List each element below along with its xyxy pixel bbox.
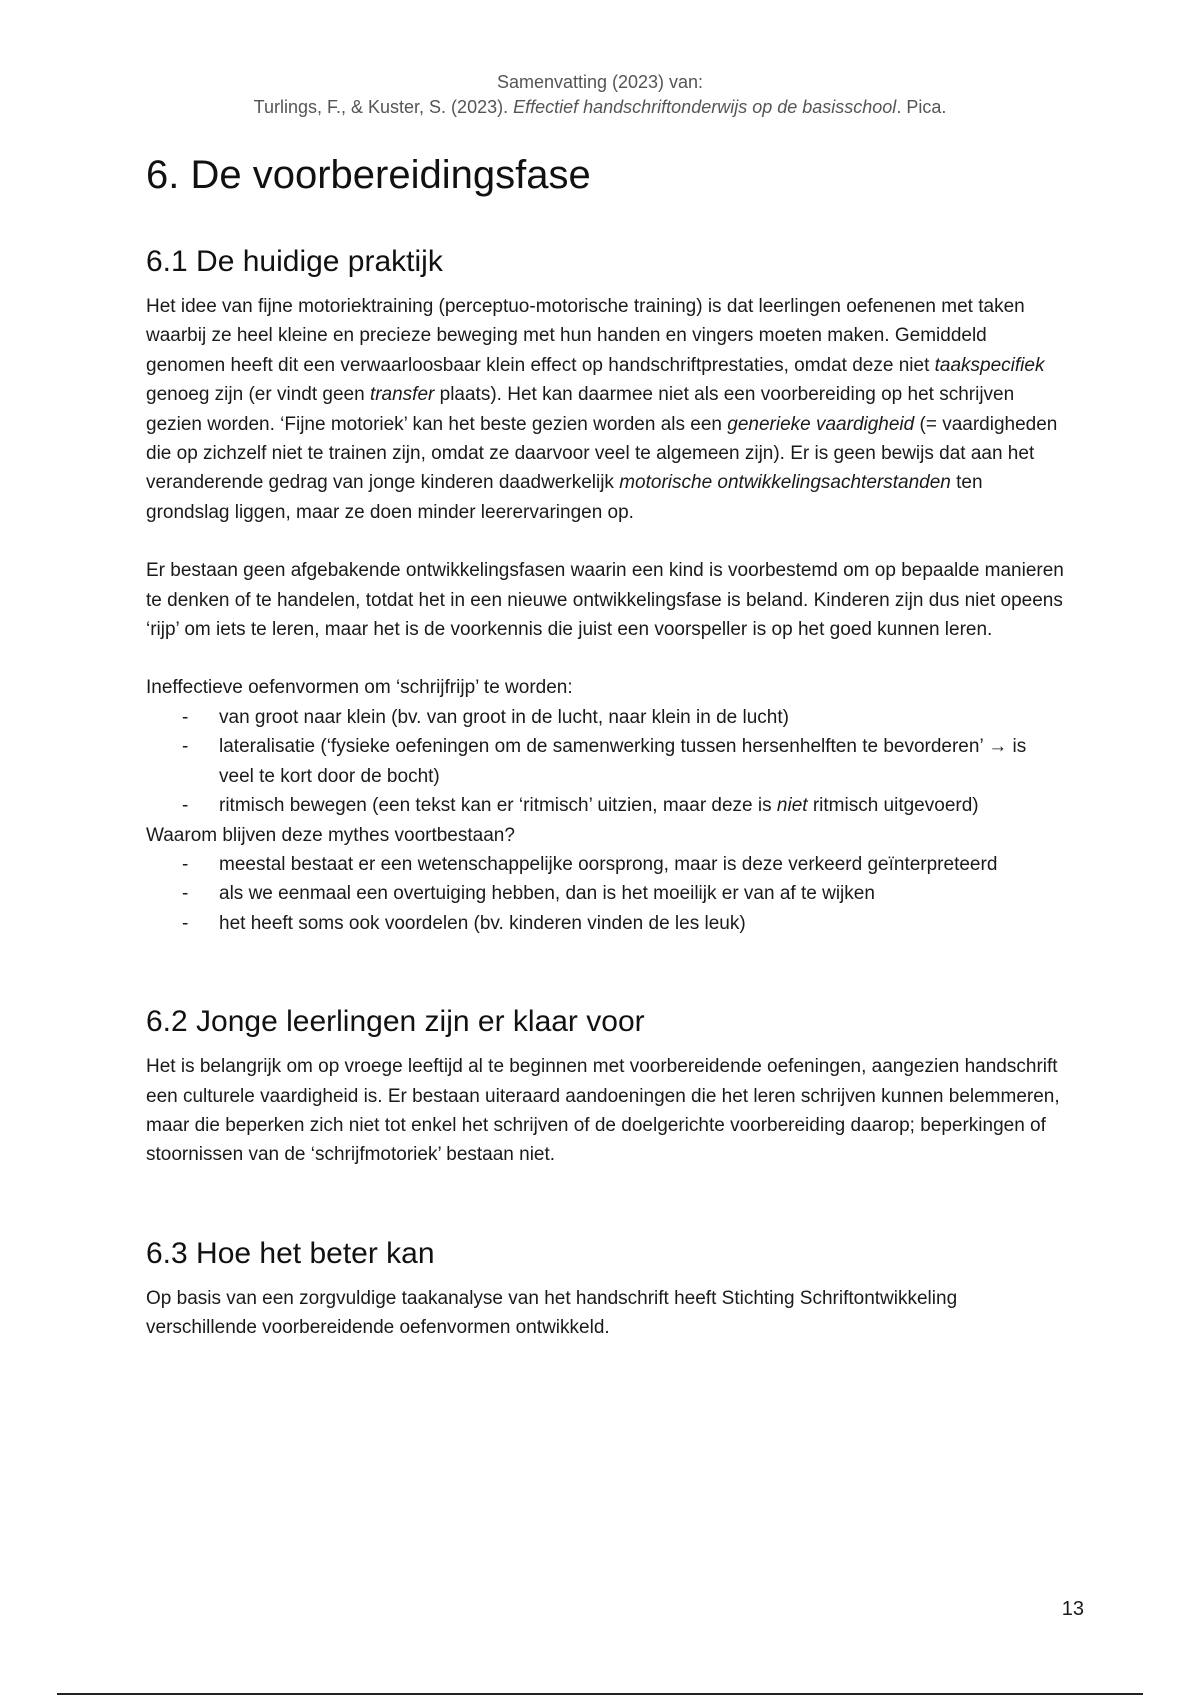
citation-title: Effectief handschriftonderwijs op de basisschool — [513, 97, 897, 117]
list-item: - als we eenmaal een overtuiging hebben, dan is het moeilijk er van af te wijken — [182, 883, 875, 905]
section-6-1-paragraph-1: Het idee van fijne motoriektraining (perceptuo-motorische training) is dat leerlingen oefenenen met taken waarbij ze heel kleine en precieze beweging met hun handen en vingers moeten maken. Gemiddeld genomen heeft dit een verwaarloosbaar klein effect op handschriftprestaties, omdat deze niet taakspecifiek genoeg zijn (er vindt geen transfer plaats). Het kan daarmee niet als een voorbereiding op het schrijven gezien worden. ‘Fijne motoriek’ kan het beste gezien worden als een generieke vaardigheid (= vaardigheden die op zichzelf niet te trainen zijn, omdat ze daarvoor veel te algemeen zijn). Er is geen bewijs dat aan het veranderende gedrag van jonge kinderen daadwerkelijk motorische ontwikkelingsachterstanden ten grondslag liggen, maar ze doen minder leerervaringen op. — [146, 296, 1058, 523]
list-item: - meestal bestaat er een wetenschappelijke oorsprong, maar is deze verkeerd geïnterpreteerd — [182, 853, 998, 875]
list-item: - ritmisch bewegen (een tekst kan er ‘ritmisch’ uitzien, maar deze is niet ritmisch uitgevoerd) — [182, 795, 979, 817]
list-2-intro: Waarom blijven deze mythes voortbestaan? — [146, 824, 515, 846]
chapter-title: 6. De voorbereidingsfase — [146, 153, 591, 197]
section-6-1-heading: 6.1 De huidige praktijk — [146, 245, 443, 278]
list-item: - het heeft soms ook voordelen (bv. kinderen vinden de les leuk) — [182, 912, 746, 934]
myths-reasons-list — [146, 850, 1066, 938]
section-6-1-paragraph-2: Er bestaan geen afgebakende ontwikkelingsfasen waarin een kind is voorbestemd om op bepaalde manieren te denken of te handelen, totdat het in een nieuwe ontwikkelingsfase is beland. Kinderen zijn dus niet opeens ‘rijp’ om iets te leren, maar het is de voorkennis die juist een voorspeller is op het goed kunnen leren. — [146, 560, 1064, 641]
list-item: - van groot naar klein (bv. van groot in de lucht, naar klein in de lucht) — [182, 706, 789, 728]
page-bottom-divider — [57, 1693, 1143, 1695]
section-6-2-heading: 6.2 Jonge leerlingen zijn er klaar voor — [146, 1005, 645, 1039]
section-6-3-paragraph: Op basis van een zorgvuldige taakanalyse van het handschrift heeft Stichting Schriftontwikkeling verschillende voorbereidende oefenvormen ontwikkeld. — [146, 1287, 958, 1339]
list-1-intro: Ineffectieve oefenvormen om ‘schrijfrijp’ te worden: — [146, 677, 573, 699]
section-6-2-paragraph: Het is belangrijk om op vroege leeftijd al te beginnen met voorbereidende oefeningen, aangezien handschrift een culturele vaardigheid is. Er bestaan uiteraard aandoeningen die het leren schrijven kunnen belemmeren, maar die beperken zich niet tot enkel het schrijven of de doelgerichte voorbereiding daarop; beperkingen of stoornissen van de ‘schrijfmotoriek’ bestaan niet. — [146, 1056, 1060, 1166]
list-item: - lateralisatie (‘fysieke oefeningen om de samenwerking tussen hersenhelften te bevorderen’ → is veel te kort door de bocht) — [182, 736, 1027, 787]
header-citation — [0, 95, 1200, 120]
page-number: 13 — [1061, 1598, 1084, 1620]
section-6-3-heading: 6.3 Hoe het beter kan — [146, 1236, 435, 1270]
citation-authors: Turlings, F., & Kuster, S. (2023). — [253, 97, 514, 117]
document-body — [146, 150, 1066, 1343]
header-line: Samenvatting (2023) van: — [496, 72, 704, 92]
page-header — [0, 70, 1200, 120]
citation-publisher: . Pica. — [896, 97, 947, 117]
ineffective-forms-list — [146, 703, 1066, 821]
